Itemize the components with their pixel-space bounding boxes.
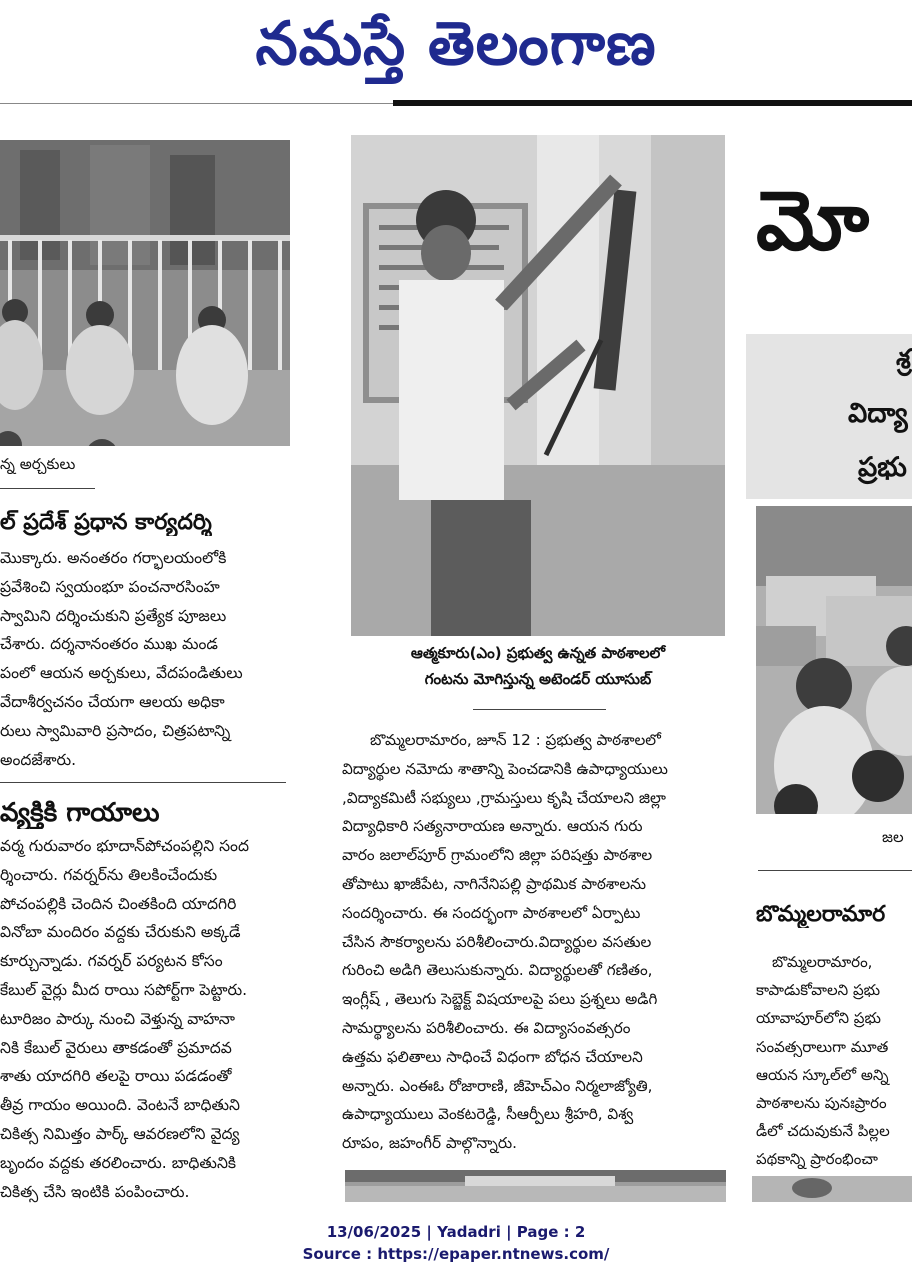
text-line: ,విద్యాకమిటీ సభ్యులు ,గ్రామస్తులు కృషి చేయాలని జిల్లా <box>342 788 666 807</box>
text-line: వేదాశీర్వచనం చేయగా ఆలయ అధికా <box>0 692 225 711</box>
text-line: తీవ్ర గాయం అయింది. వెంటనే బాధితుని <box>0 1096 241 1115</box>
text-line: ర్శించారు. గవర్నర్‌ను తిలకించేందుకు <box>0 865 218 884</box>
center-photo-caption-2: గంటను మోగిస్తున్న అటెండర్ యూసుబ్ <box>424 670 652 688</box>
left-heading-1: ల్ ప్రదేశ్ ప్రధాన కార్యదర్శి <box>0 510 212 535</box>
right-article <box>756 948 912 1174</box>
masthead-rule-thick <box>393 100 912 106</box>
text-line: విద్యాధికారి సత్యనారాయణ అన్నారు. ఆయన గురు <box>342 817 643 836</box>
text-line: కేబుల్ వైర్లు మీద రాయి సపోర్ట్‌గా పెట్టారు. <box>0 980 248 999</box>
text-line: బొమ్మలరామారం, <box>772 953 873 971</box>
text-line: గురించి అడిగి తెలుసుకున్నారు. విద్యార్థులతో గణితం, <box>342 961 653 980</box>
text-line: మొక్కారు. అనంతరం గర్భాలయంలోకి <box>0 549 227 567</box>
footer-source-label: Source : <box>302 1245 373 1263</box>
text-line: చేసిన సౌకర్యాలను పరిశీలించారు.విద్యార్థుల వసతుల <box>342 932 652 951</box>
text-line: విద్యార్థుల నమోదు శాతాన్ని పెంచడానికి ఉపాధ్యాయులు <box>342 759 668 778</box>
attender-bell-photo <box>351 135 725 636</box>
right-big-headline: మో <box>756 173 870 269</box>
center-caption-divider <box>473 709 606 710</box>
text-line: తోపాటు ఖాజీపేట, నాగినేనిపల్లి ప్రాథమిక పాఠశాలను <box>342 874 646 893</box>
text-line: నికి కేబుల్ వైరులు తాకడంతో ప్రమాదవ <box>0 1038 232 1057</box>
footer-source-line <box>0 1244 912 1264</box>
left-divider-2 <box>0 782 286 783</box>
footer-separator: | <box>506 1223 512 1241</box>
right-bottom-photo-strip <box>752 1176 912 1202</box>
right-deck-box <box>746 334 912 499</box>
left-paragraph-1 <box>0 544 292 774</box>
text-line: బృందం వద్దకు తరలించారు. బాధితునికి <box>0 1153 237 1172</box>
center-photo-caption-1: ఆత్మకూరు(ఎం) ప్రభుత్వ ఉన్నత పాఠశాలలో <box>410 644 666 662</box>
temple-photo <box>0 140 290 446</box>
text-line: అందజేశారు. <box>0 750 77 769</box>
right-photo-caption: జల <box>882 828 904 846</box>
masthead-rule-thin <box>0 103 395 104</box>
text-line: రులు స్వామివారి ప్రసాదం, చిత్రపటాన్ని <box>0 721 231 740</box>
text-line: బొమ్మలరామారం, జూన్ 12 : ప్రభుత్వ పాఠశాలలో <box>370 731 661 749</box>
footer-separator: | <box>426 1223 432 1241</box>
masthead <box>0 0 912 90</box>
text-line: సంవత్సరాలుగా మూత <box>756 1037 889 1056</box>
footer-page: Page : 2 <box>516 1223 586 1241</box>
text-line: ఆయన స్కూల్‌లో అన్ని <box>756 1065 889 1084</box>
text-line: అన్నారు. ఎంఈఓ రోజారాణి, జీహెచ్‌ఎం నిర్మలాజ్యోతి, <box>342 1076 653 1095</box>
text-line: శాతు యాదగిరి తలపై రాయి పడడంతో <box>0 1067 232 1086</box>
left-divider-1 <box>0 488 95 489</box>
text-line: వారం జలాల్‌పూర్ గ్రామంలోని జిల్లా పరిషత్తు పాఠశాల <box>342 846 653 865</box>
deck-line: విద్యా <box>848 398 908 429</box>
footer-edition-line <box>0 1222 912 1242</box>
left-photo-caption: న్న అర్చకులు <box>0 455 76 473</box>
right-divider <box>758 870 912 871</box>
footer-date: 13/06/2025 <box>326 1223 422 1241</box>
text-line: కూర్చున్నాడు. గవర్నర్ పర్యటన కోసం <box>0 952 223 971</box>
footer-source-link[interactable]: https://epaper.ntnews.com/ <box>377 1245 610 1263</box>
text-line: సందర్శించారు. ఈ సందర్భంగా పాఠశాలలో ఏర్పాటు <box>342 903 641 922</box>
text-line: వర్మ గురువారం భూదాన్‌పోచంపల్లిని సంద <box>0 837 249 855</box>
text-line: పథకాన్ని ప్రారంభించా <box>756 1150 878 1169</box>
deck-line: ప్రభు <box>858 452 907 483</box>
text-line: చికిత్స చేసి ఇంటికి పంపించారు. <box>0 1182 190 1201</box>
text-line: వినోబా మందిరం వద్దకు చేరుకుని అక్కడే <box>0 923 241 942</box>
deck-line: శ్ర <box>896 344 911 375</box>
text-line: పాఠశాలను పునఃప్రారం <box>756 1094 887 1113</box>
text-line: చేశారు. దర్శనానంతరం ముఖ మండ <box>0 635 218 654</box>
text-line: కాపాడుకోవాలని ప్రభు <box>756 981 881 1000</box>
text-line: రూపం, జహంగీర్ పాల్గొన్నారు. <box>342 1134 517 1153</box>
text-line: స్వామిని దర్శించుకుని ప్రత్యేక పూజలు <box>0 606 227 625</box>
text-line: టూరిజం పార్కు నుంచి వెళ్తున్న వాహనా <box>0 1009 235 1028</box>
text-line: ప్రవేశించి స్వయంభూ పంచనారసింహ <box>0 577 220 596</box>
text-line: డీలో చదువుకునే పిల్లల <box>756 1122 890 1141</box>
left-heading-2: వ్యక్తికి గాయాలు <box>0 798 160 828</box>
center-bottom-photo-strip <box>345 1170 726 1202</box>
text-line: పోచంపల్లికి చెందిన చింతకింది యాదగిరి <box>0 894 237 913</box>
students-photo <box>756 506 912 814</box>
text-line: ఉత్తమ ఫలితాలు సాధించే విధంగా బోధన చేయాలని <box>342 1047 643 1066</box>
text-line: ఇంగ్లీష్ , తెలుగు సెబ్జెక్ట్ విషయాలపై పలు ప్రశ్నలు అడిగి <box>342 990 658 1009</box>
text-line: ఉపాధ్యాయులు వెంకటరెడ్డి, సీఆర్పీలు శ్రీహరి, విశ్వ <box>342 1105 634 1124</box>
right-heading: బొమ్మలరామార <box>756 902 886 927</box>
text-line: పంలో ఆయన అర్చకులు, వేదపండితులు <box>0 664 243 683</box>
text-line: యావాపూర్‌లోని ప్రభు <box>756 1009 881 1028</box>
footer-edition: Yadadri <box>437 1223 501 1241</box>
masthead-title: నమస్తే తెలంగాణ <box>255 9 657 79</box>
text-line: సామర్థ్యాలను పరిశీలించారు. ఈ విద్యాసంవత్సరం <box>342 1018 631 1037</box>
left-paragraph-2 <box>0 832 292 1206</box>
center-article <box>342 726 730 1158</box>
text-line: చికిత్స నిమిత్తం పార్క్ ఆవరణలోని వైద్య <box>0 1124 240 1143</box>
